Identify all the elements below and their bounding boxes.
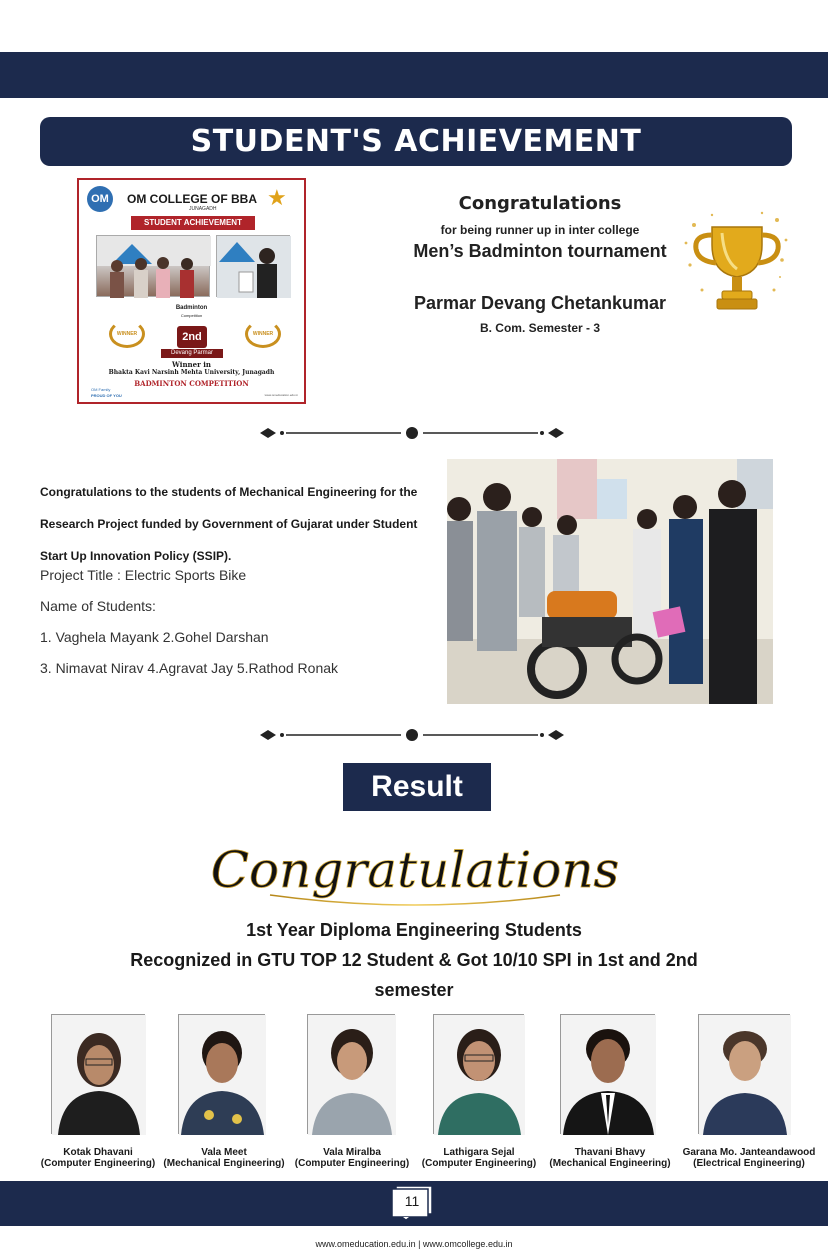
- poster-sport: Badminton: [175, 305, 208, 311]
- student-photo: [307, 1014, 395, 1134]
- badminton-event: Men’s Badminton tournament: [413, 241, 667, 261]
- poster-web: www.omeducation.edu.in: [264, 393, 298, 397]
- student-dept: (Computer Engineering): [421, 1158, 537, 1169]
- poster-badge: STUDENT ACHIEVEMENT: [131, 216, 255, 230]
- award-photo-group: [96, 235, 210, 297]
- poster-winner-line2: Bhakta Kavi Narsinh Mehta University, Junagadh: [108, 369, 275, 376]
- student-dept: (Mechanical Engineering): [163, 1158, 285, 1169]
- result-badge: Result: [343, 763, 491, 811]
- result-line-2: Recognized in GTU TOP 12 Student & Got 10/10 SPI in 1st and 2nd: [130, 950, 698, 970]
- student-photo: [698, 1014, 790, 1134]
- student-photo: [560, 1014, 655, 1134]
- student-photo: [433, 1014, 524, 1134]
- student-dept: (Computer Engineering): [40, 1158, 156, 1169]
- student-name: Lathigara Sejal: [443, 1147, 515, 1158]
- footer-sites: www.omeducation.edu.in | www.omcollege.edu.in: [315, 1239, 513, 1249]
- poster-student-name: Devang Parmar: [161, 349, 223, 358]
- script-text: Congratulations: [210, 841, 620, 899]
- badminton-student: Parmar Devang Chetankumar: [413, 293, 667, 313]
- student-photo: [178, 1014, 265, 1134]
- student-name: Vala Meet: [201, 1147, 247, 1158]
- poster-winner-line3: BADMINTON COMPETITION: [134, 379, 249, 388]
- achievement-poster: [77, 178, 306, 404]
- student-dept: (Mechanical Engineering): [549, 1158, 671, 1169]
- page-number: 11: [404, 1193, 420, 1209]
- names-label: Name of Students:: [40, 598, 156, 614]
- college-logo: OM: [87, 186, 113, 212]
- project-title: Project Title : Electric Sports Bike: [40, 567, 247, 583]
- result-line-1: 1st Year Diploma Engineering Students: [246, 920, 582, 940]
- congratulations-script: [210, 825, 620, 915]
- badminton-heading: Congratulations: [458, 193, 622, 214]
- poster-city: JUNAGADH: [189, 206, 217, 212]
- trophy-icon: [682, 205, 792, 320]
- mechanical-description: Congratulations to the students of Mechanical Engineering for the Research Project funded by Government of Gujarat under Student Start Up Innovation Policy (SSIP).: [40, 485, 418, 563]
- place-badge: 2nd: [177, 326, 207, 348]
- student-name: Kotak Dhavani: [63, 1147, 133, 1158]
- star-icon: ★: [267, 185, 287, 210]
- student-name: Garana Mo. Janteandawood: [682, 1147, 816, 1158]
- badminton-semester: B. Com. Semester - 3: [479, 321, 601, 335]
- student-photo: [51, 1014, 145, 1134]
- header-band: [0, 52, 828, 98]
- result-line-3: semester: [374, 980, 454, 1000]
- ornament-divider: [258, 426, 566, 440]
- workshop-photo: [447, 459, 773, 704]
- poster-winner-line1: Winner in: [172, 360, 211, 369]
- award-photo-single: [216, 235, 290, 297]
- winner-wreath-right: WINNER: [245, 320, 281, 348]
- poster-family: OM Family: [91, 387, 111, 392]
- badminton-sub: for being runner up in inter college: [440, 223, 640, 237]
- student-dept: (Computer Engineering): [294, 1158, 410, 1169]
- winner-wreath-left: WINNER: [109, 320, 145, 348]
- student-name: Vala Miralba: [323, 1147, 381, 1158]
- poster-proud: PROUD OF YOU: [91, 393, 122, 398]
- names-line-1: 1. Vaghela Mayank 2.Gohel Darshan: [40, 629, 269, 645]
- ornament-divider: [258, 728, 566, 742]
- names-line-2: 3. Nimavat Nirav 4.Agravat Jay 5.Rathod Ronak: [40, 660, 339, 676]
- student-name: Thavani Bhavy: [574, 1147, 646, 1158]
- poster-sport-sub: Competition: [180, 313, 203, 318]
- student-dept: (Electrical Engineering): [693, 1158, 805, 1169]
- section-title: STUDENT'S ACHIEVEMENT: [40, 117, 792, 166]
- poster-college: OM COLLEGE OF BBA: [127, 192, 257, 206]
